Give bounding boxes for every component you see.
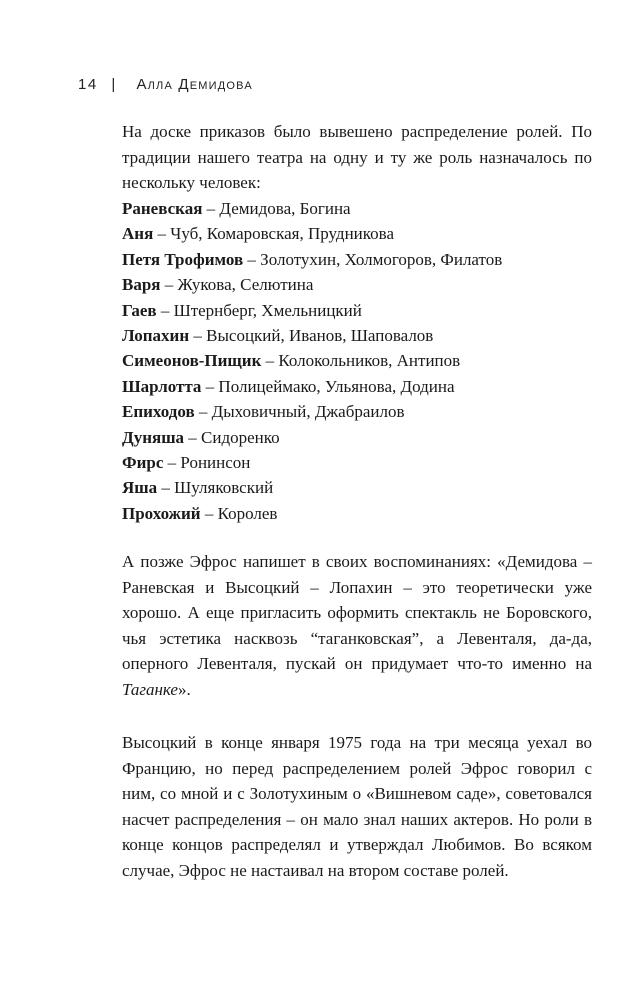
cast-actors: – Королев bbox=[200, 503, 278, 523]
cast-role: Фирс bbox=[122, 453, 164, 473]
cast-role: Шарлотта bbox=[122, 376, 202, 396]
intro-text: На доске приказов было вывешено распределение ролей. По традиции нашего театра на одну и ту же роль назначалось по нескольку человек: bbox=[122, 122, 592, 192]
quote-end: ». bbox=[177, 679, 191, 699]
cast-role: Прохожий bbox=[122, 503, 201, 523]
closing-text: Высоцкий в конце января 1975 года на три месяца уехал во Францию, но перед распределением ролей Эфрос говорил с ним, со мной и с Золотухиным о «Вишневом саде», советовался насчет распределения – он мало знал наших актеров. Но роли в конце концов распределял и утверждал Любимов. Во всяком случае, Эфрос не настаивал на втором составе ролей. bbox=[122, 733, 592, 880]
cast-role: Симеонов-Пищик bbox=[122, 351, 262, 371]
quote-main: А позже Эфрос напишет в своих воспоминаниях: «Демидова – Раневская и Высоцкий – Лопахин – это теоретически уже хорошо. А еще пригласить оформить спектакль не Боровского, чья эстетика насквозь “таганковская”, а Левенталя, да-да, оперного Левенталя, пускай он придумает что-то именно на bbox=[122, 552, 592, 673]
cast-item bbox=[122, 323, 502, 348]
header-author: Алла Демидова bbox=[136, 76, 253, 93]
cast-item bbox=[122, 221, 502, 246]
intro-paragraph bbox=[122, 119, 592, 196]
cast-list bbox=[122, 196, 502, 526]
cast-item bbox=[122, 196, 502, 221]
cast-item bbox=[122, 272, 502, 297]
cast-role: Петя Трофимов bbox=[122, 249, 244, 269]
cast-role: Гаев bbox=[122, 300, 157, 320]
cast-actors: – Жукова, Селютина bbox=[160, 275, 314, 295]
cast-actors: – Колокольников, Антипов bbox=[261, 351, 461, 371]
cast-item bbox=[122, 475, 502, 500]
cast-item bbox=[122, 348, 502, 373]
closing-paragraph bbox=[122, 730, 592, 883]
quote-paragraph bbox=[122, 549, 592, 702]
cast-actors: – Золотухин, Холмогоров, Филатов bbox=[243, 249, 503, 269]
quote-italic: Таганке bbox=[122, 679, 178, 699]
cast-role: Раневская bbox=[122, 199, 203, 218]
cast-role: Лопахин bbox=[122, 326, 190, 346]
running-header bbox=[78, 76, 253, 93]
cast-item bbox=[122, 425, 502, 450]
cast-role: Яша bbox=[122, 478, 158, 498]
cast-actors: – Сидоренко bbox=[184, 427, 280, 447]
cast-item bbox=[122, 298, 502, 323]
page-number: 14 bbox=[78, 76, 98, 93]
cast-actors: – Демидова, Богина bbox=[202, 199, 351, 218]
cast-actors: – Полицеймако, Ульянова, Додина bbox=[201, 376, 455, 396]
cast-actors: – Шуляковский bbox=[157, 478, 274, 498]
cast-item bbox=[122, 501, 502, 526]
cast-item bbox=[122, 450, 502, 475]
cast-item bbox=[122, 247, 502, 272]
cast-role: Аня bbox=[122, 224, 154, 244]
cast-actors: – Ронинсон bbox=[163, 453, 251, 473]
quote-text bbox=[122, 549, 592, 702]
cast-item bbox=[122, 399, 502, 424]
cast-role: Дуняша bbox=[122, 427, 185, 447]
cast-actors: – Высоцкий, Иванов, Шаповалов bbox=[189, 326, 434, 346]
cast-actors: – Дыховичный, Джабраилов bbox=[194, 402, 405, 422]
cast-role: Епиходов bbox=[122, 402, 195, 422]
cast-actors: – Штернберг, Хмельницкий bbox=[156, 300, 362, 320]
header-separator: | bbox=[111, 76, 117, 93]
cast-role: Варя bbox=[122, 275, 161, 295]
cast-actors: – Чуб, Комаровская, Прудникова bbox=[153, 224, 395, 244]
cast-item bbox=[122, 374, 502, 399]
